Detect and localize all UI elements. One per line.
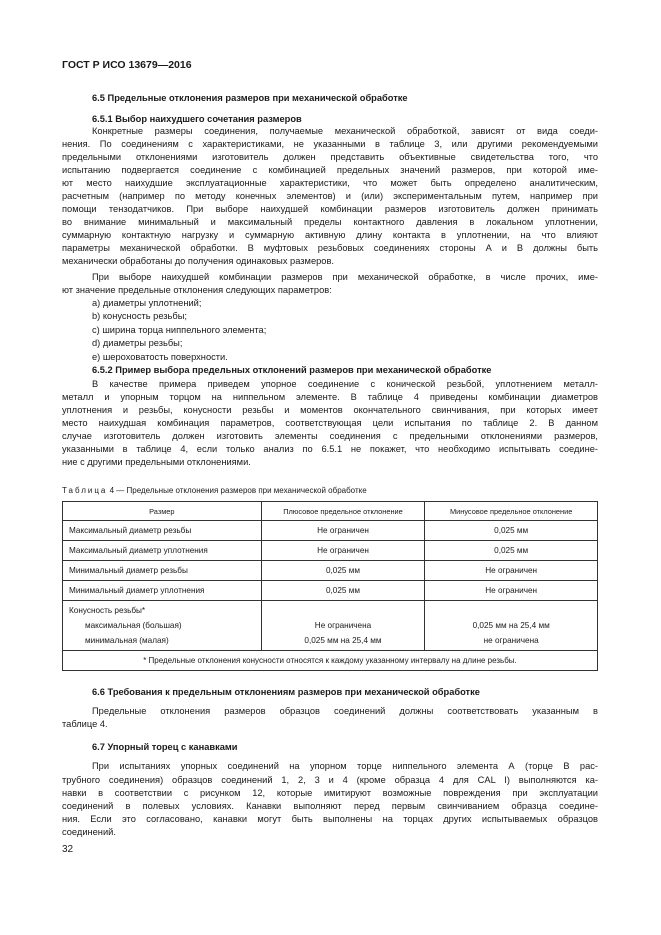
paragraph-line: При выборе наихудшей комбинации размеров при механической обработке, в числе прочих, име- [92,272,598,282]
list-item: c) ширина торца ниппельного элемента; [92,325,267,335]
table-cell [425,601,598,651]
taper-plus-max: Не ограничена [314,621,372,630]
document-header: ГОСТ Р ИСО 13679—2016 [62,59,192,71]
table-cell: Не ограничен [425,561,598,581]
table-caption-text: 4 — Предельные отклонения размеров при механической обработке [107,486,367,495]
paragraph-line: ния. Если это согласовано, канавки могут быть выполнены на торцах других испытываемых образцов [62,814,598,824]
table-row-taper [63,601,598,651]
section-6-5-2-heading: 6.5.2 Пример выбора предельных отклонений размеров при механической обработке [92,365,492,375]
paragraph-line: Предельные отклонения размеров образцов соединений должны соответствовать указанным в [92,706,598,716]
deviation-table [62,501,598,671]
table-caption [62,486,367,495]
paragraph-line: ют место наихудшие эксплуатационные характеристики, что может быть определено аналитическим, [62,178,598,188]
taper-minus-max: 0,025 мм на 25,4 мм [472,621,550,630]
paragraph-line: расчетным (например по методу конечных элементов) и (или) экспериментальным путем, например при [62,191,598,201]
column-header: Размер [63,502,262,521]
table-row [63,581,598,601]
taper-max-label: максимальная (большая) [85,621,182,630]
taper-min-label: минимальная (малая) [85,636,169,645]
list-item: b) конусность резьбы; [92,311,187,321]
table-row [63,561,598,581]
table-cell: 0,025 мм [425,541,598,561]
table-cell: 0,025 мм [261,581,425,601]
list-item: d) диаметры резьбы; [92,338,183,348]
table-cell: 0,025 мм [425,521,598,541]
paragraph-line: ют значение предельные отклонения следующих параметров: [62,285,332,295]
list-item: e) шероховатость поверхности. [92,352,228,362]
table-caption-prefix: Таблица [62,486,108,495]
paragraph-line: соединений в полевых условиях. Канавки выполняют перед первым свинчиванием образца соедине- [62,801,598,811]
section-6-6-heading: 6.6 Требования к предельным отклонениям размеров при механической обработке [92,687,480,697]
paragraph-line: металл и упорным торцом на ниппельном элементе. В таблице 4 приведены комбинации диаметров [62,392,598,402]
paragraph-line: таблице 4. [62,719,108,729]
paragraph-line: во внимание минимальный и максимальный пределы контактного давления в локальном уплотнении, [62,217,598,227]
paragraph-line: указанными в таблице 4, если только анализ по 6.5.1 не покажет, что необходимо испытывать соедине- [62,444,598,454]
list-item: a) диаметры уплотнений; [92,298,202,308]
table-row [63,521,598,541]
paragraph-line: помощи тензодатчиков. При выборе наихудшей комбинации размеров изготовитель должен принимать [62,204,598,214]
paragraph-line: уплотнения и резьбы, конусности резьбы и моментов окончательного свинчивания, при которых имеет [62,405,598,415]
section-6-7-heading: 6.7 Упорный торец с канавками [92,742,238,752]
paragraph-line: ние с другими предельными отклонениями. [62,457,251,467]
paragraph-line: испытанию подвергается соединение с комбинацией предельных значений размеров, при которой име- [62,165,598,175]
paragraph-line: суммарную контактную нагрузку и суммарную активную длину контакта в уплотнении, на что влияют [62,230,598,240]
column-header: Плюсовое предельное отклонение [261,502,425,521]
paragraph-line: нения. По соединениям с характеристиками, не указанными в таблице 3, или другими рекомендуемыми [62,139,598,149]
paragraph-line: навки в соответствии с рисунком 12, которые имитируют возможные повреждения при эксплуатации [62,788,598,798]
table-footnote-row [63,651,598,671]
paragraph-line: место наихудшая комбинация параметров, соответствующая цели испытания по таблице 2. В данном [62,418,598,428]
table-row [63,541,598,561]
column-header: Минусовое предельное отклонение [425,502,598,521]
table-cell: Минимальный диаметр резьбы [63,561,262,581]
paragraph-line: механически обработаны до получения одинаковых размеров. [62,256,334,266]
page-number: 32 [62,844,74,855]
table-cell: Максимальный диаметр резьбы [63,521,262,541]
paragraph-line: Конкретные размеры соединения, получаемые механической обработкой, зависят от вида соеди- [92,126,598,136]
table-header-row [63,502,598,521]
table-cell [63,601,262,651]
table-cell: 0,025 мм [261,561,425,581]
table-cell: Не ограничен [425,581,598,601]
paragraph-line: трубного соединения) образцов соединений 1, 2, 3 и 4 (кроме образца 4 для CAL I) выполняются ка- [62,775,598,785]
paragraph-line: В качестве примера приведем упорное соединение с конической резьбой, уплотнением металл- [92,379,598,389]
paragraph-line: При испытаниях упорных соединений на упорном торце ниппельного элемента А (торце В рас- [92,761,598,771]
taper-plus-min: 0,025 мм на 25,4 мм [304,636,382,645]
table-cell: Не ограничен [261,521,425,541]
paragraph-line: случае изготовитель должен изготовить элементы соединения с предельными отклонениями размеров, [62,431,598,441]
paragraph-line: параметры механической обработки. В муфтовых резьбовых соединениях стороны А и В должны быть [62,243,598,253]
paragraph-line: предельными отклонениями изготовитель должен представить объективные свидетельства того, что [62,152,598,162]
table-footnote: * Предельные отклонения конусности относятся к каждому указанному интервалу на длине резьбы. [63,651,598,671]
section-6-5-1-heading: 6.5.1 Выбор наихудшего сочетания размеров [92,114,302,124]
taper-minus-min: не ограничена [483,636,539,645]
table-cell: Минимальный диаметр уплотнения [63,581,262,601]
table-cell: Не ограничен [261,541,425,561]
paragraph-line: соединений. [62,827,116,837]
table-cell [261,601,425,651]
taper-label: Конусность резьбы* [69,606,146,615]
table-cell: Максимальный диаметр уплотнения [63,541,262,561]
section-6-5-heading: 6.5 Предельные отклонения размеров при механической обработке [92,93,408,103]
